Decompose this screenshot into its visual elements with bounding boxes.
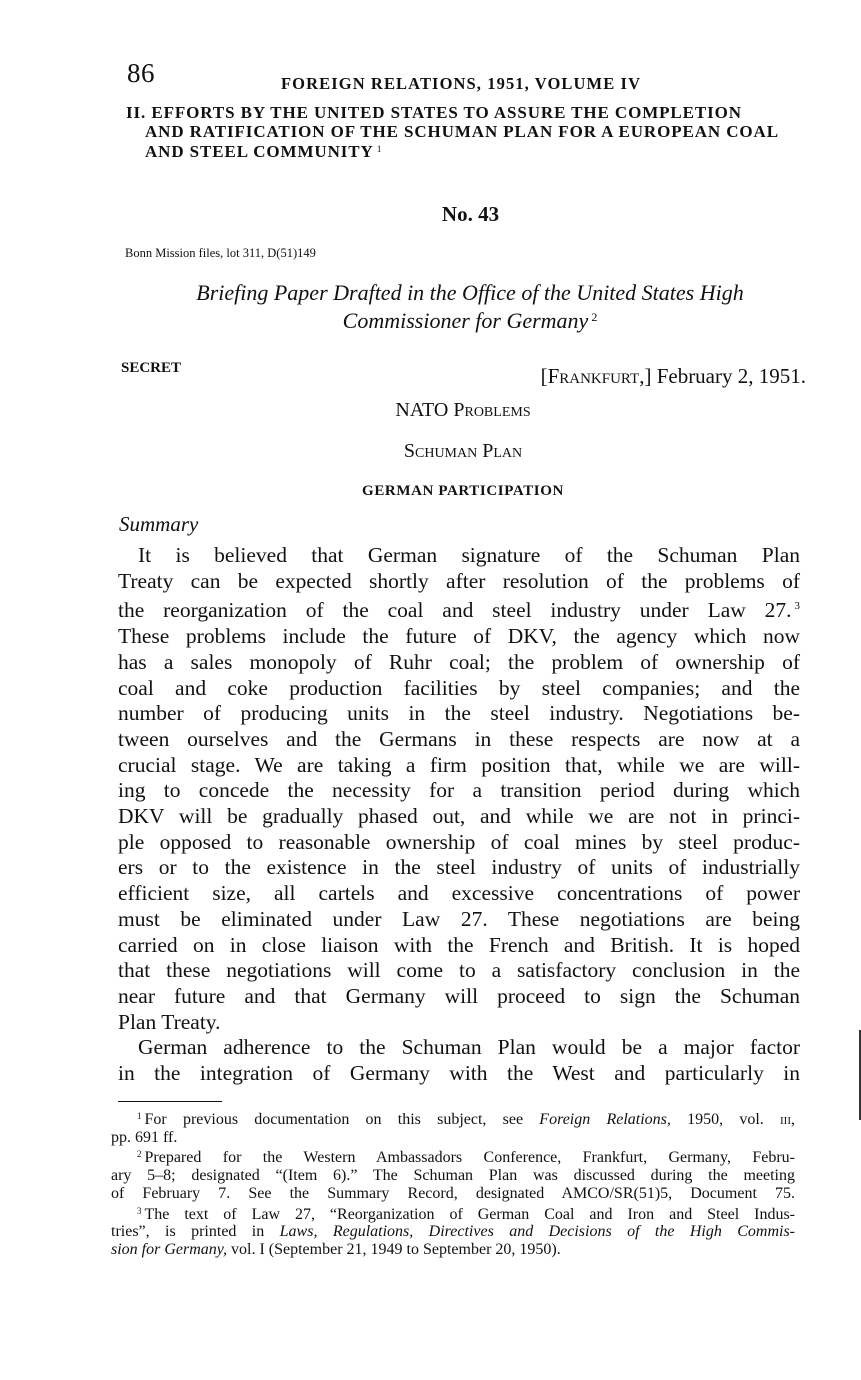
footnote-italic-text: Laws, Regulations, Directives and Decisions of the High Commis-: [279, 1223, 795, 1241]
paragraph-1-line: Treaty can be expected shortly after resolution of the problems of: [118, 568, 800, 593]
summary-label: Summary: [119, 512, 199, 536]
footnote-mark: 3: [137, 1205, 142, 1216]
paragraph-1-line: that these negotiations will come to a satisfactory conclusion in the: [118, 958, 800, 983]
section-heading-line: AND RATIFICATION OF THE SCHUMAN PLAN FOR A EUROPEAN COAL: [145, 121, 779, 141]
footnote-1-line: pp. 691 ff.: [111, 1128, 178, 1146]
paragraph-1-line: [118, 594, 800, 624]
footnote-text: vol. I (September 21, 1949 to September 20, 1950).: [227, 1240, 561, 1258]
footnote-1: [111, 1108, 795, 1129]
paragraph-1-line: These problems include the future of DKV, the agency which now: [118, 624, 800, 649]
paragraph-1-line: efficient size, all cartels and excessive concentrations of power: [118, 881, 800, 906]
footnote-text: ,: [791, 1111, 795, 1128]
dateline: [541, 364, 806, 389]
dateline-place: [Frankfurt,]: [540, 364, 652, 388]
paragraph-1-line: has a sales monopoly of Ruhr coal; the problem of ownership of: [118, 649, 800, 674]
paragraph-1-line: ing to concede the necessity for a transition period during which: [118, 778, 800, 803]
running-title: FOREIGN RELATIONS, 1951, VOLUME IV: [281, 74, 642, 93]
footnote-ref-2[interactable]: 2: [591, 310, 598, 324]
footnote-3-line: [111, 1223, 795, 1241]
paragraph-1-line: crucial stage. We are taking a firm position that, while we are will-: [118, 752, 800, 777]
footnote-text: 1950, vol.: [670, 1111, 780, 1128]
paragraph-1-line: carried on in close liaison with the French and British. It is hoped: [118, 932, 800, 957]
footnote-2-line: of February 7. See the Summary Record, designated AMCO/SR(51)5, Document 75.: [111, 1184, 795, 1202]
footnotes: [111, 1108, 795, 1259]
page-number: 86: [127, 58, 155, 88]
document-title-line: [120, 305, 820, 333]
footnote-3: [111, 1203, 795, 1224]
footnote-italic-text: sion for Germany,: [111, 1240, 227, 1258]
paragraph-1-line: must be eliminated under Law 27. These negotiations are being: [118, 906, 800, 931]
footnote-mark: 1: [137, 1111, 142, 1121]
paragraph-1-line: tween ourselves and the Germans in these respects are now at a: [118, 726, 800, 751]
subheading-schuman-plan: Schuman Plan: [403, 440, 523, 462]
footnote-2: [111, 1146, 795, 1167]
paragraph-1-line: number of producing units in the steel industry. Negotiations be-: [118, 701, 800, 726]
footnote-text: The text of Law 27, “Reorganization of German Coal and Iron and Steel Indus-: [144, 1205, 795, 1223]
section-heading: [126, 104, 816, 162]
footnote-text: For previous documentation on this subject, see: [144, 1111, 540, 1128]
footnote-divider: [118, 1101, 222, 1102]
paragraph-1-line: Plan Treaty.: [118, 1009, 221, 1034]
section-heading-line: [126, 141, 816, 162]
paragraph-1-line-text: the reorganization of the coal and steel industry under Law 27.: [118, 598, 792, 623]
subheading-nato-problems: NATO Problems: [395, 399, 531, 421]
footnote-ref-3[interactable]: 3: [794, 600, 800, 613]
footnote-text: Prepared for the Western Ambassadors Conference, Frankfurt, Germany, Febru-: [144, 1149, 795, 1167]
footnote-volume: iii: [780, 1111, 791, 1128]
footnote-italic-text: Foreign Relations,: [539, 1111, 671, 1128]
paragraph-1-line: It is believed that German signature of the Schuman Plan: [138, 543, 800, 567]
classification-label: SECRET: [121, 360, 182, 376]
footnote-mark: 2: [137, 1149, 142, 1160]
paragraph-1-line: DKV will be gradually phased out, and while we are not in princi-: [118, 804, 800, 829]
section-heading-line: II. EFFORTS BY THE UNITED STATES TO ASSURE THE COMPLETION: [126, 103, 742, 122]
footnote-3-line: [111, 1241, 795, 1259]
document-title-line: Briefing Paper Drafted in the Office of the United States High: [196, 280, 744, 305]
body-text: [118, 543, 800, 1087]
document-title-line-text: Commissioner for Germany: [342, 308, 589, 333]
paragraph-1-line: coal and coke production facilities by steel companies; and the: [118, 675, 800, 700]
paragraph-2-line: in the integration of Germany with the West and particularly in: [118, 1061, 800, 1086]
footnote-text: tries”, is printed in: [111, 1223, 280, 1241]
running-head: [127, 58, 817, 94]
source-note: Bonn Mission files, lot 311, D(51)149: [125, 246, 316, 260]
footnote-ref-1[interactable]: 1: [376, 145, 383, 155]
dateline-date: February 2, 1951.: [656, 364, 806, 388]
footnote-2-line: ary 5–8; designated “(Item 6).” The Schuman Plan was discussed during the meeting: [111, 1167, 795, 1185]
paragraph-1-line: near future and that Germany will proceed to sign the Schuman: [118, 983, 800, 1008]
section-heading-line-text: AND STEEL COMMUNITY: [145, 142, 374, 161]
document-number: No. 43: [441, 202, 500, 226]
paragraph-1-line: ple opposed to reasonable ownership of coal mines by steel produc-: [118, 829, 800, 854]
document-title: [120, 280, 820, 333]
paragraph-1-line: ers or to the existence in the steel industry of units of industrially: [118, 855, 800, 880]
paragraph-2-line: German adherence to the Schuman Plan would be a major factor: [138, 1035, 800, 1060]
subheading-german-participation: GERMAN PARTICIPATION: [362, 483, 564, 499]
